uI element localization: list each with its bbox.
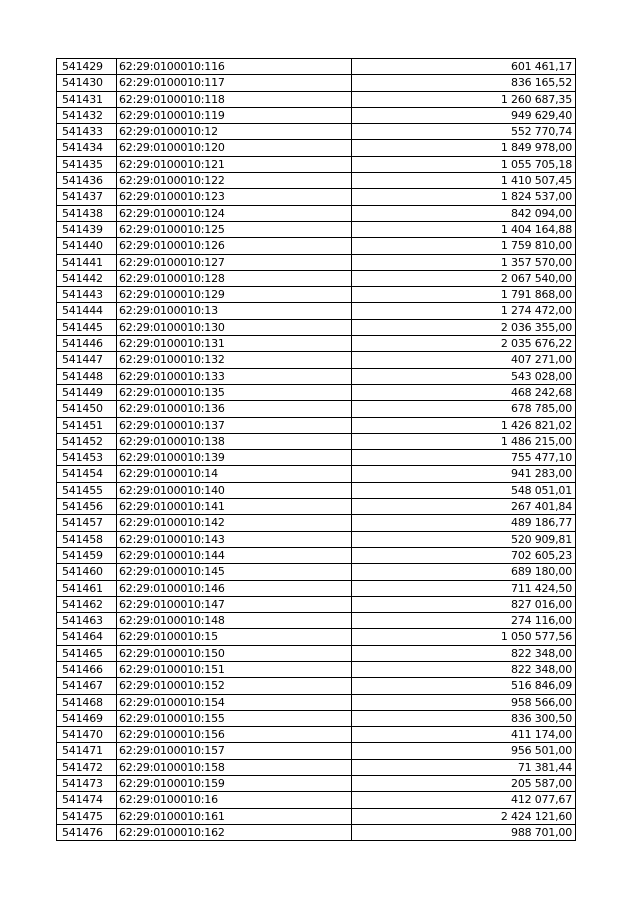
row-id-cell: 541469 <box>57 710 117 726</box>
cadastral-value-cell: 836 300,50 <box>352 710 576 726</box>
row-id-cell: 541449 <box>57 384 117 400</box>
row-id-cell: 541465 <box>57 645 117 661</box>
cadastral-value-cell: 1 759 810,00 <box>352 238 576 254</box>
cadastral-number-cell: 62:29:0100010:13 <box>117 303 352 319</box>
table-row <box>57 482 576 498</box>
table-row <box>57 824 576 840</box>
row-id-cell: 541430 <box>57 75 117 91</box>
cadastral-value-cell: 836 165,52 <box>352 75 576 91</box>
cadastral-number-cell: 62:29:0100010:123 <box>117 189 352 205</box>
table-row <box>57 221 576 237</box>
row-id-cell: 541436 <box>57 173 117 189</box>
row-id-cell: 541461 <box>57 580 117 596</box>
row-id-cell: 541468 <box>57 694 117 710</box>
table-row <box>57 433 576 449</box>
table-row <box>57 107 576 123</box>
row-id-cell: 541476 <box>57 824 117 840</box>
row-id-cell: 541438 <box>57 205 117 221</box>
cadastral-number-cell: 62:29:0100010:12 <box>117 124 352 140</box>
cadastral-number-cell: 62:29:0100010:143 <box>117 531 352 547</box>
cadastral-value-cell: 2 036 355,00 <box>352 319 576 335</box>
cadastral-value-cell: 678 785,00 <box>352 401 576 417</box>
cadastral-number-cell: 62:29:0100010:136 <box>117 401 352 417</box>
table-row <box>57 384 576 400</box>
row-id-cell: 541440 <box>57 238 117 254</box>
table-row <box>57 629 576 645</box>
table-row <box>57 694 576 710</box>
cadastral-number-cell: 62:29:0100010:122 <box>117 173 352 189</box>
cadastral-number-cell: 62:29:0100010:145 <box>117 564 352 580</box>
row-id-cell: 541470 <box>57 727 117 743</box>
table-row <box>57 303 576 319</box>
row-id-cell: 541455 <box>57 482 117 498</box>
table-row <box>57 287 576 303</box>
table-row <box>57 156 576 172</box>
row-id-cell: 541463 <box>57 613 117 629</box>
cadastral-value-cell: 689 180,00 <box>352 564 576 580</box>
table-row <box>57 319 576 335</box>
cadastral-value-cell: 827 016,00 <box>352 596 576 612</box>
cadastral-value-cell: 516 846,09 <box>352 678 576 694</box>
table-row <box>57 75 576 91</box>
row-id-cell: 541467 <box>57 678 117 694</box>
cadastral-value-cell: 702 605,23 <box>352 547 576 563</box>
cadastral-number-cell: 62:29:0100010:132 <box>117 352 352 368</box>
cadastral-value-cell: 601 461,17 <box>352 59 576 75</box>
cadastral-number-cell: 62:29:0100010:129 <box>117 287 352 303</box>
cadastral-number-cell: 62:29:0100010:130 <box>117 319 352 335</box>
cadastral-number-cell: 62:29:0100010:154 <box>117 694 352 710</box>
cadastral-number-cell: 62:29:0100010:124 <box>117 205 352 221</box>
cadastral-value-cell: 1 791 868,00 <box>352 287 576 303</box>
row-id-cell: 541466 <box>57 661 117 677</box>
table-row <box>57 792 576 808</box>
cadastral-number-cell: 62:29:0100010:135 <box>117 384 352 400</box>
cadastral-value-cell: 2 424 121,60 <box>352 808 576 824</box>
cadastral-value-cell: 1 410 507,45 <box>352 173 576 189</box>
cadastral-value-cell: 1 404 164,88 <box>352 221 576 237</box>
cadastral-number-cell: 62:29:0100010:151 <box>117 661 352 677</box>
table-row <box>57 808 576 824</box>
table-body <box>57 59 576 841</box>
table-row <box>57 368 576 384</box>
row-id-cell: 541471 <box>57 743 117 759</box>
cadastral-value-cell: 822 348,00 <box>352 661 576 677</box>
row-id-cell: 541447 <box>57 352 117 368</box>
table-row <box>57 59 576 75</box>
table-row <box>57 580 576 596</box>
cadastral-number-cell: 62:29:0100010:142 <box>117 515 352 531</box>
row-id-cell: 541473 <box>57 776 117 792</box>
table-row <box>57 531 576 547</box>
cadastral-value-cell: 489 186,77 <box>352 515 576 531</box>
table-row <box>57 238 576 254</box>
cadastral-number-cell: 62:29:0100010:162 <box>117 824 352 840</box>
table-row <box>57 173 576 189</box>
cadastral-value-cell: 988 701,00 <box>352 824 576 840</box>
cadastral-number-cell: 62:29:0100010:146 <box>117 580 352 596</box>
cadastral-number-cell: 62:29:0100010:127 <box>117 254 352 270</box>
table-row <box>57 336 576 352</box>
cadastral-value-cell: 412 077,67 <box>352 792 576 808</box>
cadastral-number-cell: 62:29:0100010:15 <box>117 629 352 645</box>
cadastral-number-cell: 62:29:0100010:141 <box>117 499 352 515</box>
table-row <box>57 417 576 433</box>
table-row <box>57 727 576 743</box>
cadastral-number-cell: 62:29:0100010:119 <box>117 107 352 123</box>
cadastral-number-cell: 62:29:0100010:14 <box>117 466 352 482</box>
row-id-cell: 541429 <box>57 59 117 75</box>
cadastral-value-cell: 842 094,00 <box>352 205 576 221</box>
row-id-cell: 541475 <box>57 808 117 824</box>
cadastral-number-cell: 62:29:0100010:125 <box>117 221 352 237</box>
cadastral-number-cell: 62:29:0100010:131 <box>117 336 352 352</box>
table-row <box>57 678 576 694</box>
cadastral-number-cell: 62:29:0100010:155 <box>117 710 352 726</box>
row-id-cell: 541433 <box>57 124 117 140</box>
table-row <box>57 401 576 417</box>
table-row <box>57 596 576 612</box>
cadastral-number-cell: 62:29:0100010:128 <box>117 270 352 286</box>
cadastral-value-cell: 1 050 577,56 <box>352 629 576 645</box>
cadastral-value-cell: 267 401,84 <box>352 499 576 515</box>
cadastral-number-cell: 62:29:0100010:158 <box>117 759 352 775</box>
row-id-cell: 541460 <box>57 564 117 580</box>
row-id-cell: 541435 <box>57 156 117 172</box>
table-row <box>57 189 576 205</box>
cadastral-value-cell: 949 629,40 <box>352 107 576 123</box>
row-id-cell: 541453 <box>57 450 117 466</box>
cadastral-number-cell: 62:29:0100010:161 <box>117 808 352 824</box>
row-id-cell: 541457 <box>57 515 117 531</box>
row-id-cell: 541456 <box>57 499 117 515</box>
cadastral-value-cell: 1 426 821,02 <box>352 417 576 433</box>
row-id-cell: 541459 <box>57 547 117 563</box>
table-row <box>57 710 576 726</box>
table-row <box>57 450 576 466</box>
row-id-cell: 541454 <box>57 466 117 482</box>
cadastral-number-cell: 62:29:0100010:118 <box>117 91 352 107</box>
cadastral-value-cell: 2 067 540,00 <box>352 270 576 286</box>
row-id-cell: 541446 <box>57 336 117 352</box>
table-row <box>57 270 576 286</box>
table-row <box>57 352 576 368</box>
cadastral-number-cell: 62:29:0100010:137 <box>117 417 352 433</box>
table-row <box>57 613 576 629</box>
cadastral-value-cell: 941 283,00 <box>352 466 576 482</box>
cadastral-value-cell: 1 055 705,18 <box>352 156 576 172</box>
row-id-cell: 541439 <box>57 221 117 237</box>
table-row <box>57 661 576 677</box>
cadastral-value-cell: 407 271,00 <box>352 352 576 368</box>
table-row <box>57 91 576 107</box>
table-row <box>57 205 576 221</box>
cadastral-value-cell: 1 824 537,00 <box>352 189 576 205</box>
cadastral-number-cell: 62:29:0100010:148 <box>117 613 352 629</box>
cadastral-value-cell: 520 909,81 <box>352 531 576 547</box>
table-row <box>57 564 576 580</box>
cadastral-value-table <box>56 58 576 841</box>
cadastral-number-cell: 62:29:0100010:144 <box>117 547 352 563</box>
cadastral-number-cell: 62:29:0100010:120 <box>117 140 352 156</box>
row-id-cell: 541462 <box>57 596 117 612</box>
cadastral-number-cell: 62:29:0100010:126 <box>117 238 352 254</box>
cadastral-value-cell: 543 028,00 <box>352 368 576 384</box>
row-id-cell: 541464 <box>57 629 117 645</box>
cadastral-number-cell: 62:29:0100010:150 <box>117 645 352 661</box>
cadastral-number-cell: 62:29:0100010:116 <box>117 59 352 75</box>
row-id-cell: 541445 <box>57 319 117 335</box>
cadastral-value-cell: 958 566,00 <box>352 694 576 710</box>
cadastral-number-cell: 62:29:0100010:139 <box>117 450 352 466</box>
cadastral-number-cell: 62:29:0100010:152 <box>117 678 352 694</box>
row-id-cell: 541452 <box>57 433 117 449</box>
row-id-cell: 541441 <box>57 254 117 270</box>
table-row <box>57 743 576 759</box>
cadastral-value-cell: 711 424,50 <box>352 580 576 596</box>
cadastral-value-cell: 1 486 215,00 <box>352 433 576 449</box>
cadastral-number-cell: 62:29:0100010:117 <box>117 75 352 91</box>
row-id-cell: 541443 <box>57 287 117 303</box>
table-row <box>57 515 576 531</box>
row-id-cell: 541431 <box>57 91 117 107</box>
table-row <box>57 547 576 563</box>
row-id-cell: 541472 <box>57 759 117 775</box>
cadastral-value-cell: 411 174,00 <box>352 727 576 743</box>
table-row <box>57 759 576 775</box>
cadastral-number-cell: 62:29:0100010:138 <box>117 433 352 449</box>
cadastral-value-cell: 71 381,44 <box>352 759 576 775</box>
row-id-cell: 541450 <box>57 401 117 417</box>
table-row <box>57 645 576 661</box>
row-id-cell: 541432 <box>57 107 117 123</box>
cadastral-value-cell: 2 035 676,22 <box>352 336 576 352</box>
row-id-cell: 541442 <box>57 270 117 286</box>
row-id-cell: 541451 <box>57 417 117 433</box>
row-id-cell: 541474 <box>57 792 117 808</box>
cadastral-value-cell: 822 348,00 <box>352 645 576 661</box>
table-row <box>57 254 576 270</box>
cadastral-value-cell: 956 501,00 <box>352 743 576 759</box>
table-row <box>57 140 576 156</box>
cadastral-value-cell: 1 849 978,00 <box>352 140 576 156</box>
cadastral-number-cell: 62:29:0100010:159 <box>117 776 352 792</box>
cadastral-number-cell: 62:29:0100010:156 <box>117 727 352 743</box>
row-id-cell: 541437 <box>57 189 117 205</box>
cadastral-number-cell: 62:29:0100010:147 <box>117 596 352 612</box>
cadastral-number-cell: 62:29:0100010:16 <box>117 792 352 808</box>
row-id-cell: 541448 <box>57 368 117 384</box>
cadastral-number-cell: 62:29:0100010:157 <box>117 743 352 759</box>
cadastral-value-cell: 1 274 472,00 <box>352 303 576 319</box>
table-row <box>57 124 576 140</box>
cadastral-number-cell: 62:29:0100010:133 <box>117 368 352 384</box>
row-id-cell: 541444 <box>57 303 117 319</box>
row-id-cell: 541434 <box>57 140 117 156</box>
table-row <box>57 466 576 482</box>
cadastral-value-cell: 548 051,01 <box>352 482 576 498</box>
cadastral-number-cell: 62:29:0100010:140 <box>117 482 352 498</box>
cadastral-value-cell: 755 477,10 <box>352 450 576 466</box>
cadastral-value-cell: 205 587,00 <box>352 776 576 792</box>
cadastral-value-cell: 1 260 687,35 <box>352 91 576 107</box>
cadastral-value-cell: 1 357 570,00 <box>352 254 576 270</box>
table-row <box>57 776 576 792</box>
cadastral-value-cell: 468 242,68 <box>352 384 576 400</box>
cadastral-value-cell: 552 770,74 <box>352 124 576 140</box>
cadastral-number-cell: 62:29:0100010:121 <box>117 156 352 172</box>
cadastral-value-cell: 274 116,00 <box>352 613 576 629</box>
table-row <box>57 499 576 515</box>
row-id-cell: 541458 <box>57 531 117 547</box>
